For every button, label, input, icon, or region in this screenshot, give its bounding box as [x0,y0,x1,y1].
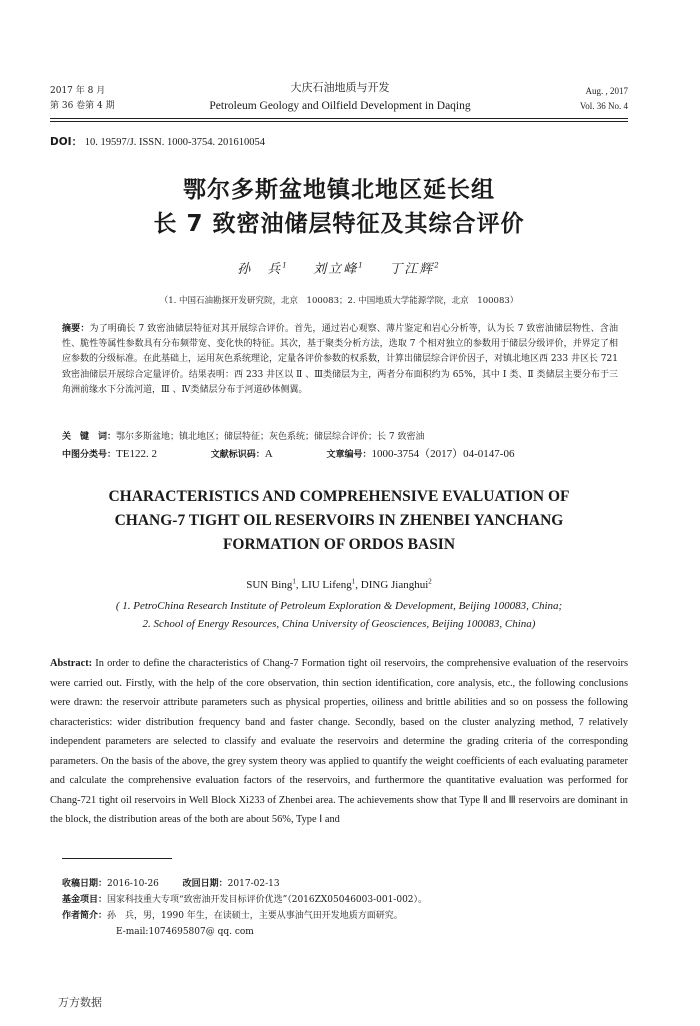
abstract-cn [62,322,618,428]
footnote-author [62,908,628,924]
title-en-line-2: CHANG-7 TIGHT OIL RESERVOIRS IN ZHENBEI YANCHANG [114,512,564,529]
author-bio-label: 作者简介： [62,911,108,921]
title-cn-line-2: 长 7 致密油储层特征及其综合评价 [153,211,525,237]
received-value: 2016-10-26 [107,879,159,889]
author-bio-value: 孙 兵，男，1990 年生，在读硕士，主要从事油气田开发地质方面研究。 [107,911,403,921]
doi-label: DOI [50,136,72,148]
header-journal-en: Petroleum Geology and Oilfield Development in Daqing [209,100,471,112]
abstract-cn-text: 为了明确长 7 致密油储层特征对其开展综合评价。首先，通过岩心观察、薄片鉴定和岩心分析等，认为长 7 致密油储层物性、含油性、脆性等属性参数具有分布频带宽、变化快的特征。其次，基于聚类分析方法，选取 7 个相对独立的参数用于储层分级评价，并界定了相应参数的分级标准。在此基础上，运用灰色系统理论，定量各评价参数的权系数，计算出储层综合评价因子，对镇北地区西 233 井区长 721 致密油储层开展综合定量评价。结果表明：西 233 井区以 Ⅱ 、Ⅲ类储层为主，两者分布面积约为 65%，其中 Ⅰ 类、Ⅱ 类储层主要分布于三角洲前缘水下分流河道，Ⅲ 、Ⅳ类储层分布于河道砂体侧翼。 [62,324,618,395]
header-date-en: Aug. , 2017 [585,86,628,96]
fund-value: 国家科技重大专项“致密油开发目标评价优选”（2016ZX05046003-001-002）。 [107,895,428,905]
doc-code-label: 文献标识码： [210,450,265,460]
watermark: 万方数据 [58,996,102,1009]
title-cn-line-1: 鄂尔多斯盆地镇北地区延长组 [183,177,495,203]
revised-label: 改回日期： [182,879,228,889]
affiliation-en [50,597,628,633]
footnote-rule [62,858,172,859]
footnotes [62,876,628,940]
author-en-2: LIU Lifeng [301,579,352,591]
header-volume-en: Vol. 36 No. 4 [579,101,628,111]
header-volume-cn: 第 36 卷第 4 期 [50,101,115,111]
keywords-cn [62,430,618,445]
header-date-cn: 2017 年 8 月 [50,86,106,96]
classification-line [62,447,618,463]
title-en-line-1: CHARACTERISTICS AND COMPREHENSIVE EVALUATION OF [108,488,570,505]
clc-value: TE122. 2 [116,448,157,460]
footnote-dates [62,876,628,892]
received-label: 收稿日期： [62,879,108,889]
affiliation-en-line-2: 2. School of Energy Resources, China University of Geosciences, Beijing 100083, China) [142,618,536,630]
doc-code-value: A [264,448,273,460]
footnote-email[interactable]: E-mail:1074695807@ qq. com [116,927,254,937]
article-no-value: 1000-3754（2017）04-0147-06 [371,448,515,460]
keywords-cn-label: 关 键 词： [62,432,117,442]
affiliation-en-line-1: ( 1. PetroChina Research Institute of Petroleum Exploration & Development, Beijing 100083, China; [115,600,563,612]
title-en-line-3: FORMATION OF ORDOS BASIN [222,536,456,553]
abstract-en [50,654,628,850]
doi-line: DOI： 10. 19597/J. ISSN. 1000-3754. 201610054 [50,136,265,148]
authors-en: SUN Bing$^1$, LIU Lifeng$^1$, DING Jianghui$^2$ [246,577,432,591]
doi-value: 10. 19597/J. ISSN. 1000-3754. 201610054 [84,137,265,148]
abstract-cn-label: 摘要： [62,324,90,334]
abstract-en-label: Abstract: [50,658,93,669]
revised-value: 2017-02-13 [227,879,280,889]
author-cn-1: 孙 兵 [237,262,283,277]
footnote-fund [62,892,628,908]
clc-label: 中图分类号： [62,450,117,460]
header-rule-top [50,118,628,119]
header-rule-bottom [50,121,628,122]
keywords-cn-text: 鄂尔多斯盆地；镇北地区；储层特征；灰色系统；储层综合评价；长 7 致密油 [116,432,425,442]
article-no-label: 文章编号： [326,450,372,460]
author-en-1: SUN Bing [246,579,293,591]
author-en-3: DING Jianghui [360,579,429,591]
header-journal-cn: 大庆石油地质与开发 [290,81,390,94]
abstract-en-text: In order to define the characteristics of Chang-7 Formation tight oil reservoirs, the comprehensive evaluation of the reservoirs were carried out. Firstly, with the help of the core observation, thin section identification, core analysis, etc., the following conclusions were drawn: the reservoir attribute parameters such as physical properties, oiliness and brittle abilities and so on possess the following characteristics: wider distribution frequency band and faster change. Secondly, based on the cluster analyzing method, 7 relatively independent parameters are selected to classify and evaluate the reservoirs and determine the grading criteria of the corresponding parameters. On the basis of the above, the grey system theory was applied to quantify the weight coefficients of each evaluating parameter and calculate the comprehensive evaluation factors of the reservoirs, and furthermore the quantitative evaluation was performed for Chang-721 tight oil reservoirs in Well Block Xi233 of Zhenbei area. The achievements show that Type Ⅱ and Ⅲ reservoirs are dominant in the block, the distribution areas of the both are about 56%, Type Ⅰ and [50,658,628,825]
fund-label: 基金项目： [62,895,108,905]
authors-cn: 孙 兵$^1$ 刘立峰$^1$ 丁江辉$^2$ [237,261,441,277]
affiliation-cn: （1. 中国石油勘探开发研究院，北京 100083；2. 中国地质大学能源学院，北京 100083） [159,296,519,306]
author-cn-2: 刘立峰 [313,262,359,277]
author-cn-3: 丁江辉 [389,262,435,277]
